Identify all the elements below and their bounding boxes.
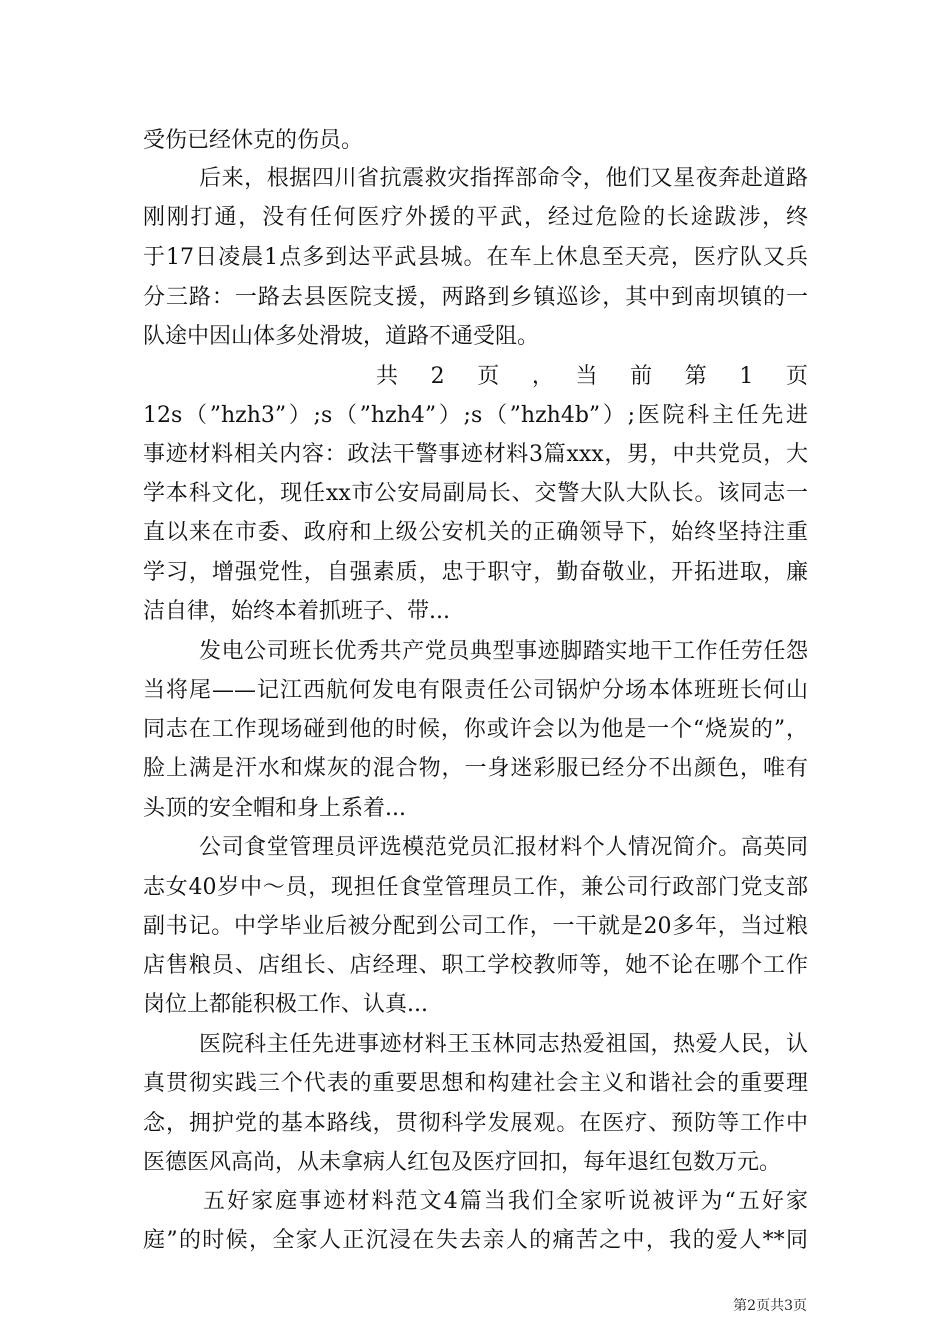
text-line: 岗位上都能积极工作、认真... — [143, 992, 428, 1017]
text-line: 直以来在市委、政府和上级公安机关的正确领导下，始终坚持注重 — [143, 520, 808, 545]
text-line: 分三路：一路去县医院支援，两路到乡镇巡诊，其中到南坝镇的一 — [143, 285, 808, 310]
text-line: 公司食堂管理员评选模范党员汇报材料个人情况简介。高英同 — [199, 835, 808, 860]
text-line: 真贯彻实践三个代表的重要思想和构建社会主义和谐社会的重要理 — [143, 1071, 808, 1096]
text-line: 事迹材料相关内容：政法干警事迹材料3篇xxx，男，中共党员，大 — [143, 442, 808, 467]
text-line: 队途中因山体多处滑坡，道路不通受阻。 — [143, 324, 540, 349]
text-line: 店售粮员、店组长、店经理、职工学校教师等，她不论在哪个工作 — [143, 953, 808, 978]
page-footer: 第2页共3页 — [733, 1298, 807, 1314]
text-line: 同志在工作现场碰到他的时候，你或许会以为他是一个“烧炭的”， — [143, 717, 808, 742]
text-line: 庭”的时候，全家人正沉浸在失去亲人的痛苦之中，我的爱人**同 — [143, 1228, 808, 1253]
text-line: 后来，根据四川省抗震救灾指挥部命令，他们又星夜奔赴道路 — [199, 166, 808, 191]
page-count-line: 共 2 页 ， 当 前 第 1 页 — [376, 364, 808, 389]
text-line: 刚刚打通，没有任何医疗外援的平武，经过危险的长途跋涉，终 — [143, 205, 808, 230]
text-line: 副书记。中学毕业后被分配到公司工作，一干就是20多年，当过粮 — [143, 914, 808, 939]
text-line: 医院科主任先进事迹材料王玉林同志热爱祖国，热爱人民，认 — [199, 1032, 808, 1057]
text-line: 发电公司班长优秀共产党员典型事迹脚踏实地干工作任劳任怨 — [199, 639, 808, 664]
text-line: 头顶的安全帽和身上系着... — [143, 796, 406, 821]
text-line: 学习，增强党性，自强素质，忠于职守，勤奋敬业，开拓进取，廉 — [143, 560, 808, 585]
text-line: 洁自律，始终本着抓班子、带... — [143, 599, 450, 624]
text-line: 脸上满是汗水和煤灰的混合物，一身迷彩服已经分不出颜色，唯有 — [143, 756, 808, 781]
text-line: 志女40岁中～员，现担任食堂管理员工作，兼公司行政部门党支部 — [143, 875, 808, 900]
text-line: 医德医风高尚，从未拿病人红包及医疗回扣，每年退红包数万元。 — [143, 1150, 782, 1175]
text-line: 当将尾——记江西航何发电有限责任公司锅炉分场本体班班长何山 — [143, 678, 808, 703]
text-line: 12s（”hzh3”）;s（”hzh4”）;s（”hzh4b”）;医院科主任先进 — [143, 403, 808, 428]
text-line: 于17日凌晨1点多到达平武县城。在车上休息至天亮，医疗队又兵 — [143, 245, 808, 270]
text-line: 受伤已经休克的伤员。 — [143, 128, 364, 153]
text-line: 五好家庭事迹材料范文4篇当我们全家听说被评为“五好家 — [203, 1189, 808, 1214]
text-line: 念，拥护党的基本路线，贯彻科学发展观。在医疗、预防等工作中 — [143, 1111, 808, 1136]
text-line: 学本科文化，现任xx市公安局副局长、交警大队大队长。该同志一 — [143, 481, 808, 506]
